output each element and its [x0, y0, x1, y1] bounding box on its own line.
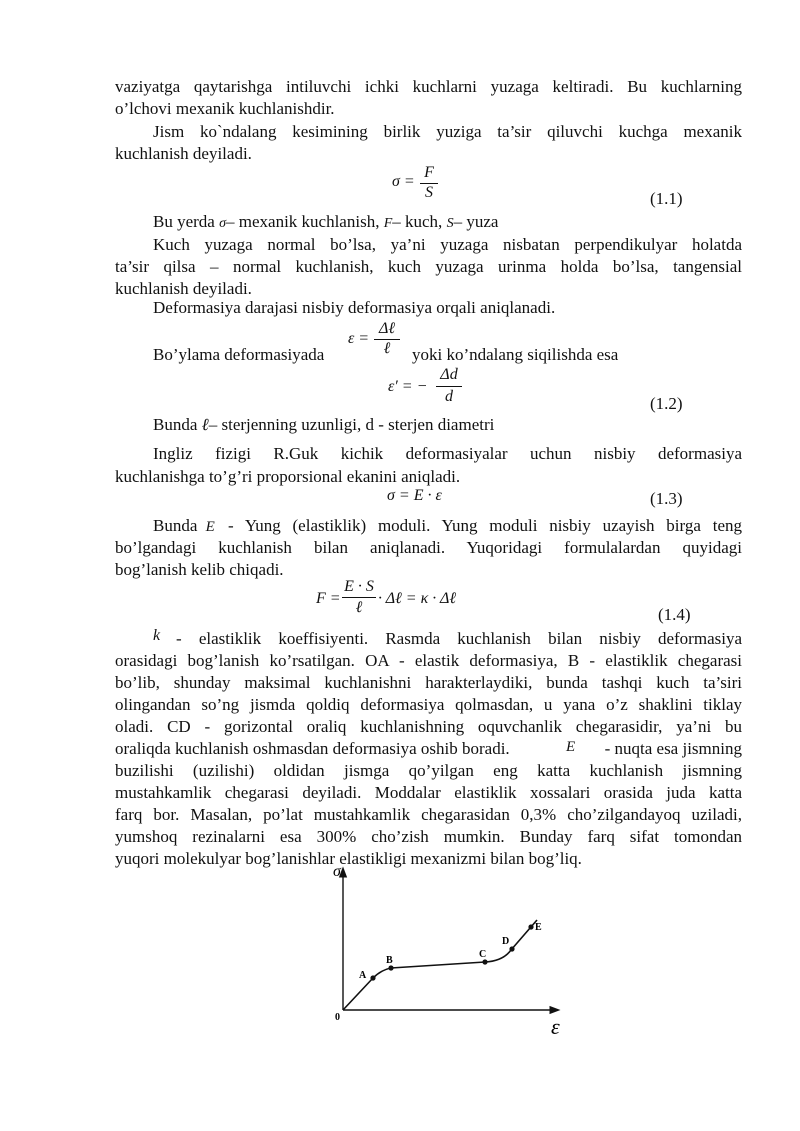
fraction-bar — [436, 386, 462, 387]
formula-1-3: σ = E · ε — [387, 487, 442, 504]
point-a-marker — [370, 975, 375, 980]
stress-strain-diagram — [325, 860, 575, 1040]
fraction-bar — [342, 597, 376, 598]
point-d-marker — [509, 946, 514, 951]
text-line: olingandan so’ng jismda qoldiq deformasiya qolmasdan, u yana o’z shaklini tiklay — [115, 695, 742, 714]
equation-number: (1.1) — [650, 189, 683, 208]
text-line: yumshoq rezinalarni esa 300% cho’zish mumkin. Bunday farq sifat tomondan — [115, 827, 742, 846]
text-line: bo’lgandagi kuchlanish bilan aniqlanadi. Yuqoridagi formulalardan quyidagi — [115, 538, 742, 557]
origin-label: 0 — [335, 1012, 340, 1023]
text-line: - nuqta esa jismning — [604, 739, 742, 758]
text-line: orasidagi bog’lanish ko’rsatilgan. OA - elastik deformasiya, B - elastiklik chegarasi — [115, 651, 742, 670]
text-line: o’lchovi mexanik kuchlanishdir. — [115, 99, 335, 118]
text-line: kuchlanishga to’g’ri proporsional ekanini aniqladi. — [115, 467, 461, 486]
text-line: oladi. CD - gorizontal oraliq kuchlanishning oquvchanlik chegarasidir, ya’ni bu — [115, 717, 742, 736]
point-d-label: D — [502, 936, 510, 947]
strain-text-left: Bo’ylama deformasiyada — [153, 345, 325, 364]
equation-number: (1.3) — [650, 489, 683, 508]
text-line: - elastiklik koeffisiyenti. Rasmda kuchlanish bilan nisbiy deformasiya — [176, 629, 742, 648]
k-symbol: k — [153, 627, 161, 644]
text-line: - Yung (elastiklik) moduli. Yung moduli nisbiy uzayish birga teng — [228, 516, 742, 535]
x-axis-label: ε — [551, 1014, 560, 1039]
point-c-label: C — [479, 949, 487, 960]
text-line: oraliqda kuchlanish oshmasdan deformasiya oshib boradi. — [115, 739, 510, 758]
bunda-line-1: Bunda ℓ– sterjenning uzunligi, d - sterjen diametri — [153, 415, 495, 434]
text-line: buzilishi (uzilishi) oldidan jismga qo’yilgan eng katta kuchlanish jismning — [115, 761, 742, 780]
text-line: Kuch yuzaga normal bo’lsa, ya’ni yuzaga nisbatan perpendikulyar holatda — [153, 235, 742, 254]
text-line: kuchlanish deyiladi. — [115, 144, 252, 163]
text-line: Ingliz fizigi R.Guk kichik deformasiyalar uchun nisbiy deformasiya — [153, 444, 742, 463]
point-b-marker — [388, 965, 393, 970]
text-line: Deformasiya darajasi nisbiy deformasiya orqali aniqlanadi. — [153, 298, 556, 317]
text-line: bo’lib, shunday maksimal kuchlanishni harakterlaydiki, bunda tashqi kuch ta’siri — [115, 673, 742, 692]
stress-strain-curve — [343, 920, 537, 1010]
text-line: bog’lanish kelib chiqadi. — [115, 560, 284, 579]
point-b-label: B — [386, 955, 393, 966]
strain-text-right: yoki ko’ndalang siqilishda esa — [412, 345, 619, 364]
point-e-marker — [528, 924, 533, 929]
equation-number: (1.4) — [658, 605, 691, 624]
y-axis-label: σ — [333, 863, 341, 880]
point-c-marker — [482, 959, 487, 964]
text-line: Jism ko`ndalang kesimining birlik yuziga ta’sir qiluvchi kuchga mexanik — [153, 122, 742, 141]
text-line: farq bor. Masalan, po’lat mustahkamlik chegarasidan 0,3% cho’zilgandayoq uziladi, — [115, 805, 742, 824]
text-line: mustahkamlik chegarasi deyiladi. Moddalar elastiklik xossalari orasida juda katta — [115, 783, 742, 802]
point-a-label: A — [359, 970, 367, 981]
text-line: ta’sir qilsa – normal kuchlanish, kuch yuzaga urinma holda bo’lsa, tangensial — [115, 257, 742, 276]
text-line: vaziyatga qaytarishga intiluvchi ichki kuchlarni yuzaga keltiradi. Bu kuchlarning — [115, 77, 742, 96]
text-line: yuqori molekulyar bog’lanishlar elastikligi mexanizmi bilan bog’liq. — [115, 849, 582, 868]
document-page: vaziyatga qaytarishga intiluvchi ichki kuchlarni yuzaga keltiradi. Bu kuchlarning o’lchovi mexanik kuchlanishdir. Jism ko`ndalang kesimining birlik yuziga ta’sir qiluvchi kuchga mexanik kuchlanish deyiladi. σ = F S (1.1) Bu yerda σ– mexanik kuchlanish, F– kuch, S– yuza Kuch yuzaga normal bo’lsa, ya’ni yuzaga nisbatan perpendikulyar holatda ta’sir qilsa – normal kuchlanish, kuch yuzaga urinma holda bo’lsa, tangensial kuchlanish deyiladi. Deformasiya darajasi nisbiy deformasiya orqali aniqlanadi. Bo’ylama deformasiyada ε = Δℓ ℓ yoki ko’ndalang siqilishda esa ε′ = − Δd d (1.2) Bunda ℓ– sterjenning uzunligi, d - sterjen diametri Ingliz fizigi R.Guk kichik deformasiyalar uchun nisbiy deformasiya kuchlanishga to’g’ri proporsional ekanini aniqladi. σ = E · ε (1.3) Bunda E - Yung (elastiklik) moduli. Yung moduli nisbiy uzayish birga teng bo’lgandagi kuchlanish bilan aniqlanadi. Yuqoridagi formulalardan quyidagi bog’lanish kelib chiqadi. F = E · S ℓ · Δℓ = κ · Δℓ (1.4) k - elastiklik koeffisiyenti. Rasmda kuchlanish bilan nisbiy deformasiya orasidagi bog’lanish ko’rsatilgan. OA - elastik deformasiya, B - elastiklik chegarasi bo’lib, shunday maksimal kuchlanishni harakterlaydiki, bunda tashqi kuch ta’siri olingandan so’ng jismda qoldiq deformasiya qolmasdan, u yana o’z shaklini tiklay oladi. CD - gorizontal oraliq kuchlanishning oquvchanlik chegarasidir, ya’ni bu oraliqda kuchlanish oshmasdan deformasiya oshib boradi. E - nuqta esa jismning buzilishi (uzilishi) oldidan jismga qo’yilgan eng katta kuchlanish jismning mustahkamlik chegarasi deyiladi. Moddalar elastiklik xossalari orasida juda katta farq bor. Masalan, po’lat mustahkamlik chegarasidan 0,3% cho’zilgandayoq uziladi, yumshoq rezinalarni esa 300% cho’zish mumkin. Bunday farq sifat tomondan yuqori molekulyar bog’lanishlar elastikligi mexanizmi bilan bog’liq. σ ε 0 A B C D E — [115, 77, 742, 1039]
variable-legend: Bu yerda σ– mexanik kuchlanish, F– kuch, S– yuza — [153, 212, 499, 231]
bunda-line-2: Bunda E — [153, 516, 215, 535]
point-e-label: E — [535, 922, 542, 933]
equation-number: (1.2) — [650, 394, 683, 413]
e-symbol: E — [566, 739, 576, 755]
text-line: kuchlanish deyiladi. — [115, 279, 252, 298]
